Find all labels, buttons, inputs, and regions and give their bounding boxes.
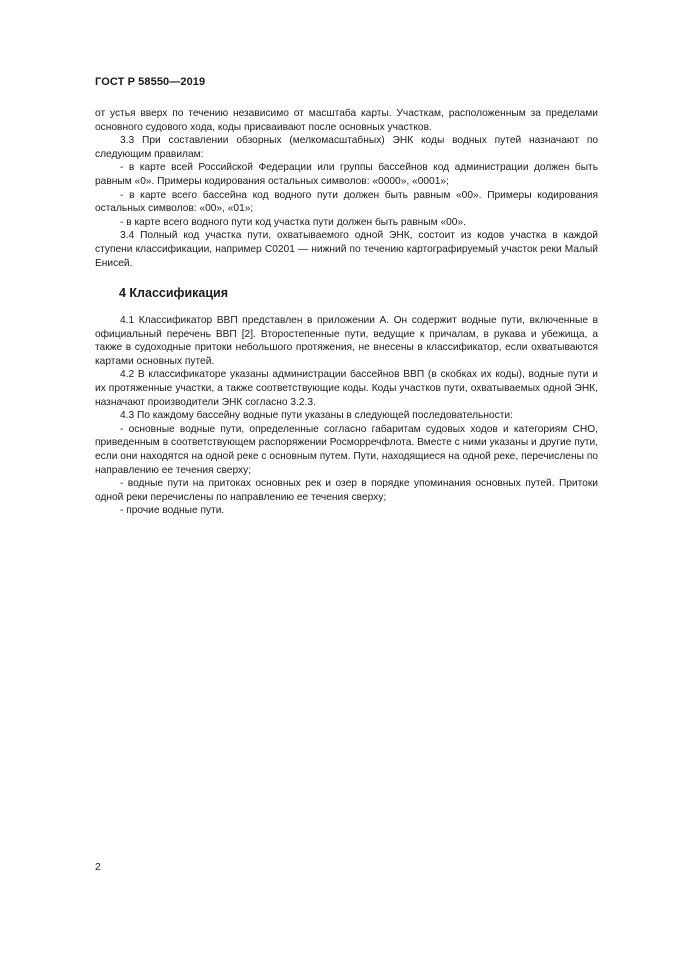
page-number: 2 [95, 861, 101, 873]
list-item: - в карте всей Российской Федерации или группы бассейнов код администрации должен быть равным «0». Примеры кодирования остальных символов: «0000», «0001»; [95, 162, 598, 187]
list-item: - основные водные пути, определенные согласно габаритам судовых ходов и категориям СНО, приведенным в соответствующем распоряжении Росморречфлота. Вместе с ними указаны и другие пути, если они находятся на одной реке с основным путем. Пути, находящиеся на одной реке, перечислены по направлению ее течения сверху; [95, 423, 598, 476]
paragraph-4-2: 4.2 В классификаторе указаны администрации бассейнов ВВП (в скобках их коды), водные пути и их протяженные участки, а также соответствующие коды. Коды участков пути, охватываемых одной ЭНК, назначают производители ЭНК согласно 3.2.3. [95, 369, 598, 408]
list-item: - в карте всего бассейна код водного пути должен быть равным «00». Примеры кодирования остальных символов: «00», «01»; [95, 189, 598, 215]
list-item: - прочие водные пути. [120, 505, 225, 517]
list-item: - водные пути на притоках основных рек и озер в порядке упоминания основных путей. Притоки одной реки перечислены по направлению ее течения сверху; [95, 478, 598, 503]
paragraph-continuation: от устья вверх по течению независимо от масштаба карты. Участкам, расположенным за пределами основного судового хода, коды присваивают после основных участков. [95, 108, 598, 133]
document-code-header: ГОСТ Р 58550—2019 [95, 76, 206, 88]
paragraph-4-1: 4.1 Классификатор ВВП представлен в приложении А. Он содержит водные пути, включенные в официальный перечень ВВП [2]. Второстепенные пути, ведущие к причалам, в рукава и убежища, а также в судоходные притоки небольшого протяжения, не внесены в классификатор, если охватываются картами основных путей. [95, 315, 598, 367]
section-heading: 4 Классификация [119, 286, 229, 300]
section-4-body [95, 314, 598, 518]
paragraph-4-3: 4.3 По каждому бассейну водные пути указаны в следующей последовательности: [120, 410, 513, 422]
list-item: - в карте всего водного пути код участка пути должен быть равным «00». [120, 216, 466, 228]
paragraph-3-4: 3.4 Полный код участка пути, охватываемого одной ЭНК, состоит из кодов участка в каждой ступени классификации, например С0201 — нижний по течению картографируемый участок реки Малый Енисей. [95, 230, 598, 269]
section-3-continued [95, 107, 598, 270]
paragraph-3-3: 3.3 При составлении обзорных (мелкомасштабных) ЭНК коды водных путей назначают по следующим правилам: [95, 135, 598, 160]
